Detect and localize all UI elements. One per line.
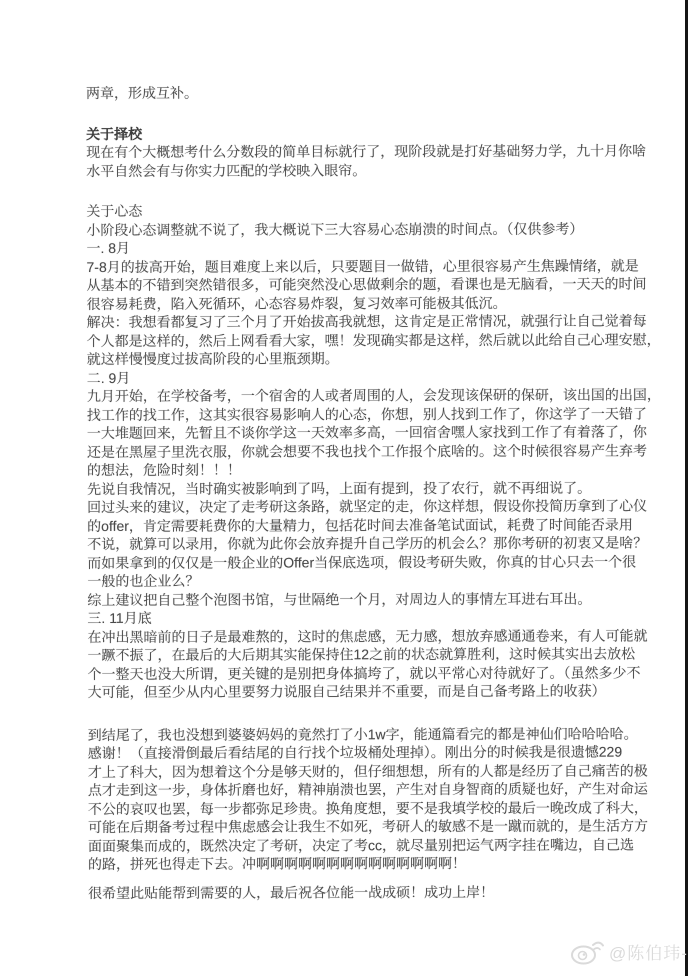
- text-line: 很希望此贴能帮到需要的人，最后祝各位能一战成硕！成功上岸！: [88, 883, 495, 901]
- text-line: 感谢！（直接滑倒最后看结尾的自行找个垃圾桶处理掉）。刚出分的时候我是很遗憾229: [87, 743, 623, 761]
- paragraph-gap: [86, 101, 634, 124]
- text-line: 还是在黑屋子里洗衣服，你就会想要不我也找个工作报个底啥的。这个时候很容易产生弃考: [86, 442, 647, 460]
- text-line: 到结尾了，我也没想到婆婆妈妈的竟然打了小1w字，能通篇看完的都是神仙们哈哈哈哈。: [87, 725, 638, 743]
- text-line: 综上建议把自己整个泡图书馆，与世隔绝一个月，对周边人的事情左耳进右耳出。: [87, 590, 592, 608]
- text-line: 不说，就算可以录用，你就为此你会放弃提升自己学历的机会么？那你考研的初衷又是啥？: [87, 534, 648, 552]
- watermark: [570, 936, 688, 966]
- text-line: 大可能，但至少从内心里要努力说服自己结果并不重要，而是自己备考路上的收获）: [87, 682, 606, 700]
- text-line: 水平自然会有与你实力匹配的学校映入眼帘。: [86, 161, 367, 179]
- text-line: 九月开始，在学校备考，一个宿舍的人或者周围的人，会发现该保研的保研，该出国的出国，: [86, 386, 661, 404]
- paragraph-gap: [88, 700, 636, 725]
- text-line: 的offer，肯定需要耗费你的大量精力，包括花时间去准备笔试面试，耗费了时间能否录用: [87, 516, 633, 534]
- text-line: 的想法，危险时刻！！！: [86, 461, 242, 478]
- text-line: 不公的哀叹也罢，每一步都弥足珍贵。换角度想，要不是我填学校的最后一晚改成了科大，: [87, 799, 648, 817]
- text-line: 二. 9月: [86, 369, 131, 386]
- text-line: 小阶段心态调整就不说了，我大概说下三大容易心态崩溃的时间点。（仅供参考）: [86, 220, 584, 238]
- text-line: 一. 8月: [86, 239, 131, 256]
- text-line: 点才走到这一步，身体折磨也好，精神崩溃也罢，产生对自身智商的质疑也好，产生对命运: [87, 780, 648, 798]
- watermark-username: @陈伯玮-: [609, 943, 688, 963]
- text-line: 而如果拿到的仅仅是一般企业的Offer当保底选项，假设考研失败，你真的甘心只去一个很: [87, 553, 637, 571]
- text-line: 从基本的不错到突然错很多，可能突然没心思做剩余的题，看课也是无脑看，一天天的时间: [86, 275, 647, 293]
- text-line: 回过头来的建议，决定了走考研这条路，就坚定的走，你这样想，假设你投简历拿到了心仪: [87, 497, 648, 515]
- text-line: 三. 11月底: [87, 609, 152, 626]
- text-line: 关于心态: [86, 202, 143, 219]
- text-line: 一般的也企业么？: [87, 572, 200, 589]
- text-line: 面面聚集而成的，既然决定了考研，决定了考cc，就尽量别把运气两字挂在嘴边，自己选: [87, 836, 635, 854]
- text-line: 才上了科大，因为想着这个分是够天财的，但仔细想想，所有的人都是经历了自己痛苦的极: [87, 762, 648, 780]
- paragraph-gap: [86, 179, 634, 202]
- text-line: 现在有个大概想考什么分数段的简单目标就行了，现阶段就是打好基础努力学，九十月你啥: [86, 142, 647, 160]
- text-line: 的路，拼死也得走下去。冲啊啊啊啊啊啊啊啊啊啊啊啊啊啊！: [88, 855, 467, 872]
- section-heading: 关于择校: [86, 125, 143, 142]
- text-line: 一蹶不振了，在最后的大后期其实能保持住12之前的状态就算胜利，这时候其实出去放松: [87, 645, 636, 663]
- text-line: 个人都是这样的，然后上网看看大家，嘿！发现确实都是这样，然后就以此给自己心理安慰，: [86, 330, 661, 349]
- text-line: 可能在后期备考过程中焦虑感会让我生不如死，考研人的敏感不是一蹴而就的，是生活方方: [87, 817, 648, 835]
- photo-edge-line: [685, 0, 688, 976]
- text-line: 在冲出黑暗前的日子是最难熬的，这时的焦虑感，无力感，想放弃感通通卷来，有人可能就: [87, 627, 648, 645]
- document-text: [86, 83, 661, 902]
- text-line: 7-8月的拔高开始，题目难度上来以后，只要题目一做错，心里很容易产生焦躁情绪，就是: [86, 257, 639, 275]
- weibo-icon: [570, 936, 606, 966]
- text-line: 很容易耗费，陷入死循环，心态容易炸裂，复习效率可能极其低沉。: [86, 294, 507, 312]
- text-line: 解决：我想看都复习了三个月了开始拔高我就想，这肯定是正常情况，就强行让自己觉着每: [86, 312, 647, 330]
- text-line: 个一整天也没大所谓，更关键的是别把身体搞垮了，就以平常心对待就好了。（虽然多少不: [87, 664, 641, 682]
- text-line: 就这样慢慢度过拔高阶段的心里瓶颈期。: [86, 350, 339, 367]
- text-line: 找工作的找工作，这其实很容易影响人的心态，你想，别人找到工作了，你这学了一天错了: [86, 405, 647, 423]
- text-line: 先说自我情况，当时确实被影响到了吗，上面有提到，投了农行，就不再细说了。: [87, 479, 592, 497]
- text-line: 一大堆题回来，先暂且不谈你学这一天效率多高，一回宿舍嘿人家找到工作了有着落了，你: [86, 423, 647, 441]
- text-line: 两章，形成互补。: [86, 84, 199, 101]
